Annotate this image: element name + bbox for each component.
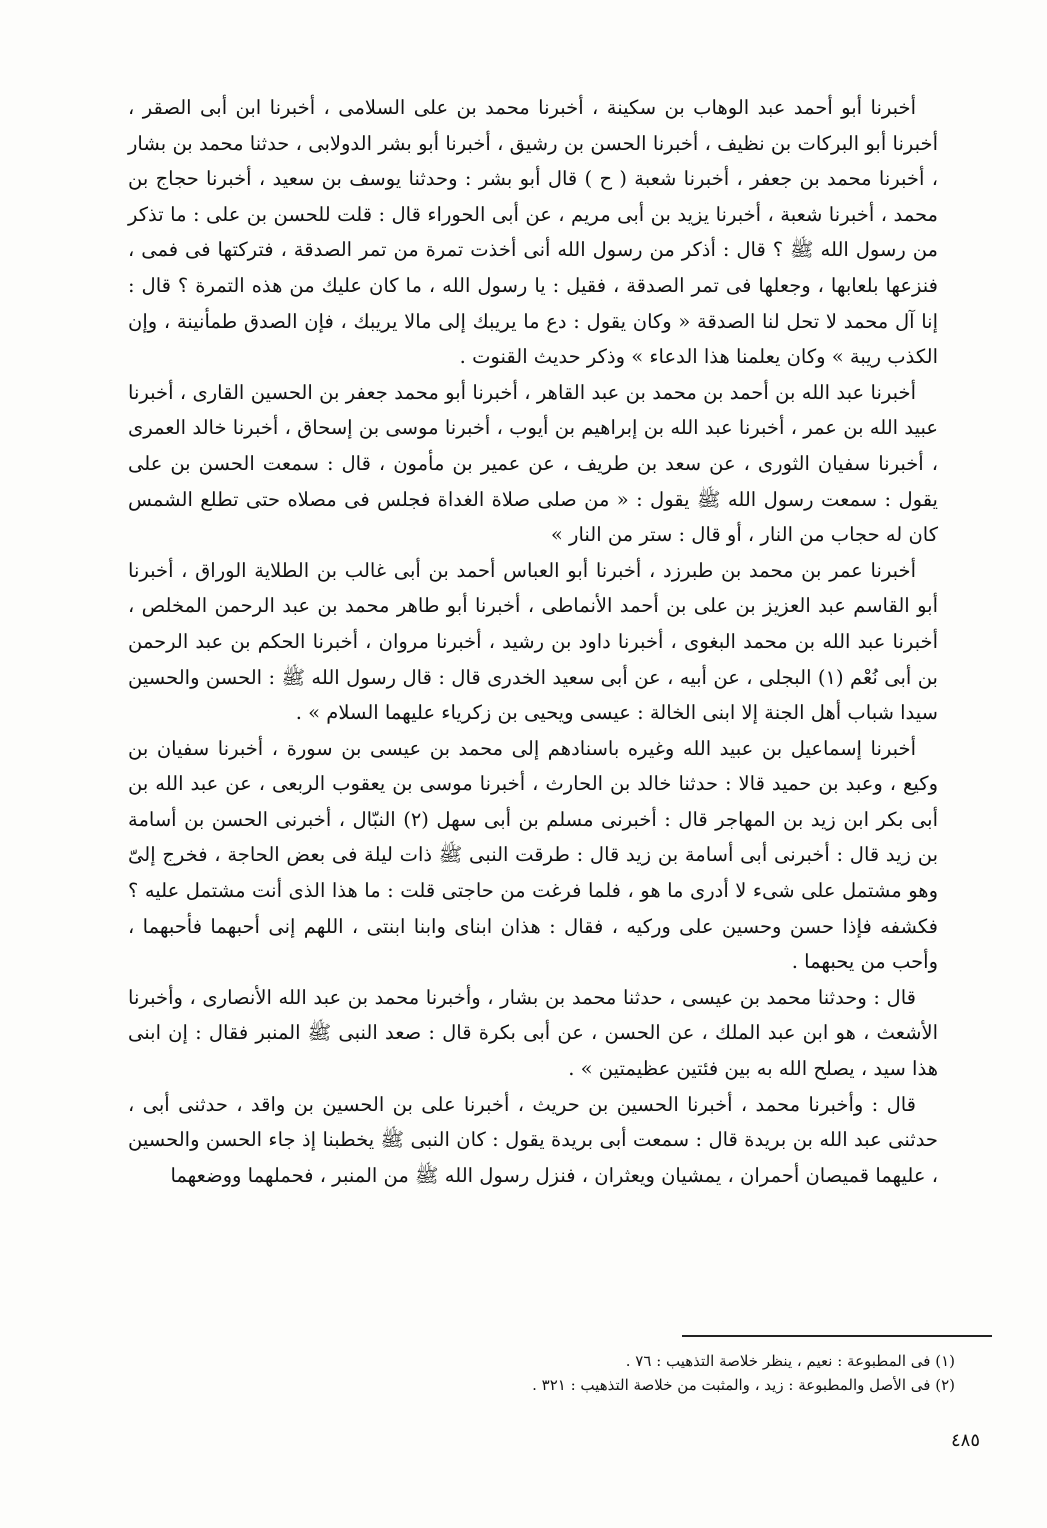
- footnotes: [420, 1349, 955, 1397]
- paragraph-4: أخبرنا إسماعيل بن عبيد الله وغيره باسنادهم إلى محمد بن عيسى بن سورة ، أخبرنا سفيان بن وكيع ، وعبد بن حميد قالا : حدثنا خالد بن الحارث ، أخبرنا موسى بن يعقوب الربعى ، عن عبد الله بن أبى بكر ابن زيد بن المهاجر قال : أخبرنى مسلم بن أبى سهل (٢) النبّال ، أخبرنى الحسن بن أسامة بن زيد قال : أخبرنى أبى أسامة بن زيد قال : طرقت النبى ﷺ ذات ليلة فى بعض الحاجة ، فخرج إلىّ وهو مشتمل على شىء لا أدرى ما هو ، فلما فرغت من حاجتى قلت : ما هذا الذى أنت مشتمل عليه ؟ فكشفه فإذا حسن وحسين على وركيه ، فقال : هذان ابناى وابنا ابنتى ، اللهم إنى أحبهما فأحبهما ، وأحب من يحبهما .: [128, 736, 938, 974]
- footnote-divider: [682, 1335, 992, 1337]
- footnote-1: (١) فى المطبوعة : نعيم ، ينظر خلاصة التذهيب : ٧٦ .: [625, 1352, 955, 1370]
- main-text: [128, 90, 938, 1193]
- paragraph-2: أخبرنا عبد الله بن أحمد بن محمد بن عبد القاهر ، أخبرنا أبو محمد جعفر بن الحسين القارى ، أخبرنا عبيد الله بن عمر ، أخبرنا عبد الله بن إبراهيم بن أيوب ، أخبرنا موسى بن إسحاق ، أخبرنا خالد العمرى ، أخبرنا سفيان الثورى ، عن سعد بن طريف ، عن عمير بن مأمون ، قال : سمعت الحسن بن على يقول : سمعت رسول الله ﷺ يقول : « من صلى صلاة الغداة فجلس فى مصلاه حتى تطلع الشمس كان له حجاب من النار ، أو قال : ستر من النار »: [128, 380, 938, 547]
- paragraph-6: قال : وأخبرنا محمد ، أخبرنا الحسين بن حريث ، أخبرنا على بن الحسين بن واقد ، حدثنى أبى ، حدثنى عبد الله بن بريدة قال : سمعت أبى بريدة يقول : كان النبى ﷺ يخطبنا إذ جاء الحسن والحسين ، عليهما قميصان أحمران ، يمشيان ويعثران ، فنزل رسول الله ﷺ من المنبر ، فحملهما ووضعهما: [128, 1092, 938, 1187]
- paragraph-1: أخبرنا أبو أحمد عبد الوهاب بن سكينة ، أخبرنا محمد بن على السلامى ، أخبرنا ابن أبى الصقر ، أخبرنا أبو البركات بن نظيف ، أخبرنا الحسن بن رشيق ، أخبرنا أبو بشر الدولابى ، حدثنا محمد بن بشار ، أخبرنا محمد بن جعفر ، أخبرنا شعبة ( ح ) قال أبو بشر : وحدثنا يوسف بن سعيد ، أخبرنا حجاج بن محمد ، أخبرنا شعبة ، أخبرنا يزيد بن أبى مريم ، عن أبى الحوراء قال : قلت للحسن بن على : ما تذكر من رسول الله ﷺ ؟ قال : أذكر من رسول الله أنى أخذت تمرة من تمر الصدقة ، فتركتها فى فمى ، فنزعها بلعابها ، وجعلها فى تمر الصدقة ، فقيل : يا رسول الله ، ما كان عليك من هذه التمرة ؟ قال : إنا آل محمد لا تحل لنا الصدقة « وكان يقول : دع ما يريبك إلى مالا يريبك ، فإن الصدق طمأنينة ، وإن الكذب ريبة » وكان يعلمنا هذا الدعاء » وذكر حديث القنوت .: [128, 96, 938, 369]
- footnote-2: (٢) فى الأصل والمطبوعة : زيد ، والمثبت من خلاصة التذهيب : ٣٢١ .: [532, 1376, 955, 1394]
- paragraph-5: قال : وحدثنا محمد بن عيسى ، حدثنا محمد بن بشار ، وأخبرنا محمد بن عبد الله الأنصارى ، وأخبرنا الأشعث ، هو ابن عبد الملك ، عن الحسن ، عن أبى بكرة قال : صعد النبى ﷺ المنبر فقال : إن ابنى هذا سيد ، يصلح الله به بين فئتين عظيمتين » .: [128, 985, 938, 1081]
- paragraph-3: أخبرنا عمر بن محمد بن طبرزد ، أخبرنا أبو العباس أحمد بن أبى غالب بن الطلاية الوراق ، أخبرنا أبو القاسم عبد العزيز بن على بن أحمد الأنماطى ، أخبرنا أبو طاهر محمد بن عبد الرحمن المخلص ، أخبرنا عبد الله بن محمد البغوى ، أخبرنا داود بن رشيد ، أخبرنا مروان ، أخبرنا الحكم بن عبد الرحمن بن أبى نُعْم (١) البجلى ، عن أبيه ، عن أبى سعيد الخدرى قال : قال رسول الله ﷺ : الحسن والحسين سيدا شباب أهل الجنة إلا ابنى الخالة : عيسى ويحيى بن زكرياء عليهما السلام » .: [128, 558, 938, 725]
- page-number: ٤٨٥: [950, 1430, 980, 1451]
